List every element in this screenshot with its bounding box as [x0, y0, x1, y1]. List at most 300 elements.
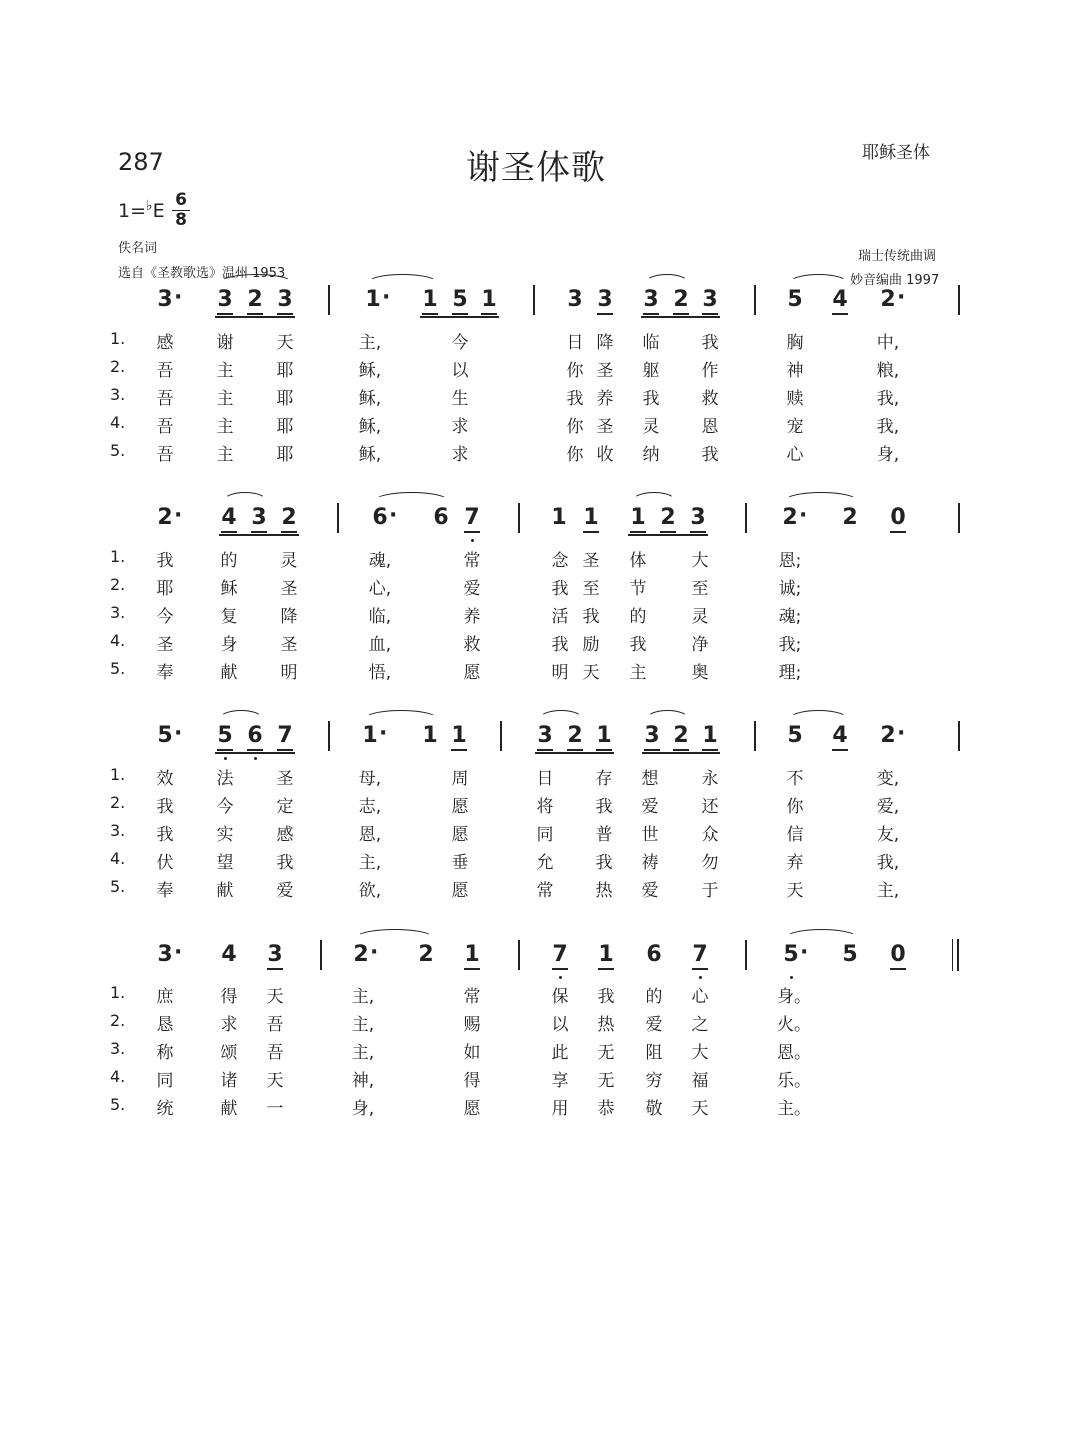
verse-number: 1.: [110, 983, 126, 1002]
note: 2: [658, 507, 678, 529]
lyric-syllable: 愿: [463, 663, 481, 683]
beam: [219, 534, 299, 536]
barline: [328, 285, 330, 315]
lyric-syllable: 献: [220, 1099, 238, 1119]
verse-number: 4.: [110, 849, 126, 868]
lyric-syllable: 稣,: [358, 389, 382, 409]
low-octave-dot: [224, 757, 227, 760]
lyric-syllable: 粮,: [876, 361, 900, 381]
lyric-syllable: 定: [276, 797, 294, 817]
hymn-category: 耶稣圣体: [862, 143, 930, 163]
barline: [958, 721, 960, 751]
lyric-syllable: 复: [220, 607, 238, 627]
note: 3: [215, 289, 235, 311]
note: 3: [157, 942, 173, 967]
lyric-syllable: 救: [463, 635, 481, 655]
note: 5: [783, 942, 799, 967]
lyric-syllable: 吾: [156, 389, 174, 409]
verse-number: 3.: [110, 603, 126, 622]
augmentation-dot: ·: [174, 285, 183, 310]
augmentation-dot: ·: [897, 721, 906, 746]
lyric-syllable: 身: [220, 635, 238, 655]
lyric-syllable: 勿: [701, 853, 719, 873]
lyric-syllable: 主。: [777, 1099, 811, 1119]
lyric-syllable: 统: [156, 1099, 174, 1119]
lyric-syllable: 生: [451, 389, 469, 409]
lyric-syllable: 作: [701, 361, 719, 381]
note: 2: [842, 505, 858, 530]
lyrics-source-credit: 选自《圣教歌选》温州 1953: [118, 266, 286, 281]
verse-number: 4.: [110, 413, 126, 432]
flat-sign: ♭: [146, 198, 153, 214]
note: 1: [581, 507, 601, 529]
lyric-syllable: 天: [691, 1099, 709, 1119]
note: 5: [157, 723, 173, 748]
note: 2: [279, 507, 299, 529]
lyric-syllable: 我: [551, 579, 569, 599]
beam: [535, 752, 614, 754]
lyric-syllable: 一: [266, 1099, 284, 1119]
lyric-syllable: 献: [220, 663, 238, 683]
lyric-syllable: 我,: [876, 417, 900, 437]
verse-number: 3.: [110, 385, 126, 404]
lyric-syllable: 常: [536, 881, 554, 901]
lyric-syllable: 净: [691, 635, 709, 655]
augmentation-dot: ·: [389, 503, 398, 528]
slur: [219, 710, 263, 719]
lyric-syllable: 爱: [276, 881, 294, 901]
lyric-syllable: 恩。: [777, 1043, 811, 1063]
lyric-syllable: 耶: [276, 417, 294, 437]
lyric-syllable: 得: [463, 1071, 481, 1091]
lyric-syllable: 永: [701, 769, 719, 789]
lyric-syllable: 庶: [156, 987, 174, 1007]
lyric-syllable: 救: [701, 389, 719, 409]
lyric-syllable: 灵: [280, 551, 298, 571]
lyric-syllable: 灵: [642, 417, 660, 437]
lyric-syllable: 降: [280, 607, 298, 627]
lyric-syllable: 宠: [786, 417, 804, 437]
lyric-syllable: 至: [691, 579, 709, 599]
lyric-syllable: 你: [566, 361, 584, 381]
lyric-syllable: 普: [595, 825, 613, 845]
lyric-syllable: 无: [597, 1071, 615, 1091]
lyric-syllable: 胸: [786, 333, 804, 353]
lyric-syllable: 天: [276, 333, 294, 353]
lyric-syllable: 热: [597, 1015, 615, 1035]
lyric-syllable: 你: [566, 445, 584, 465]
lyric-syllable: 魂,: [368, 551, 392, 571]
lyric-syllable: 降: [596, 333, 614, 353]
lyric-syllable: 乐。: [777, 1071, 811, 1091]
lyric-syllable: 恩,: [358, 825, 382, 845]
slur: [646, 710, 689, 719]
lyric-syllable: 赐: [463, 1015, 481, 1035]
lyric-syllable: 念: [551, 551, 569, 571]
slur: [367, 274, 438, 283]
lyric-syllable: 日: [536, 769, 554, 789]
key-note: E: [152, 200, 165, 222]
lyric-syllable: 体: [629, 551, 647, 571]
lyric-syllable: 临: [642, 333, 660, 353]
lyric-syllable: 心: [786, 445, 804, 465]
low-octave-dot: [559, 976, 562, 979]
lyric-syllable: 日: [566, 333, 584, 353]
lyric-syllable: 得: [220, 987, 238, 1007]
note: 2: [671, 725, 691, 747]
lyric-syllable: 神: [786, 361, 804, 381]
slur: [539, 710, 583, 719]
beam: [420, 316, 499, 318]
lyric-syllable: 我: [566, 389, 584, 409]
augmentation-dot: ·: [800, 940, 809, 965]
note: 5: [842, 942, 858, 967]
verse-number: 2.: [110, 575, 126, 594]
lyric-syllable: 主,: [358, 853, 382, 873]
lyric-syllable: 神,: [351, 1071, 375, 1091]
lyric-syllable: 的: [645, 987, 663, 1007]
lyric-syllable: 天: [266, 1071, 284, 1091]
lyric-syllable: 恩;: [778, 551, 802, 571]
lyric-syllable: 于: [701, 881, 719, 901]
augmentation-dot: ·: [370, 940, 379, 965]
lyric-syllable: 主: [216, 389, 234, 409]
note: 0: [888, 944, 908, 966]
note: 1: [551, 505, 567, 530]
note: 1: [420, 289, 440, 311]
lyric-syllable: 用: [551, 1099, 569, 1119]
note: 7: [690, 944, 710, 966]
augmentation-dot: ·: [382, 285, 391, 310]
barline: [533, 285, 535, 315]
note: 1: [422, 723, 438, 748]
lyric-syllable: 我: [629, 635, 647, 655]
lyric-syllable: 我: [701, 333, 719, 353]
lyric-syllable: 我: [701, 445, 719, 465]
lyric-syllable: 主,: [358, 333, 382, 353]
hymn-title: 谢圣体歌: [466, 148, 606, 188]
lyric-syllable: 明: [280, 663, 298, 683]
note: 3: [249, 507, 269, 529]
lyric-syllable: 想: [641, 769, 659, 789]
verse-number: 2.: [110, 357, 126, 376]
slur: [374, 492, 449, 501]
lyric-syllable: 火。: [777, 1015, 811, 1035]
beam: [215, 752, 295, 754]
barline: [518, 940, 520, 970]
note: 1: [628, 507, 648, 529]
lyric-syllable: 恭: [597, 1099, 615, 1119]
lyric-syllable: 天: [786, 881, 804, 901]
lyric-syllable: 诚;: [778, 579, 802, 599]
lyric-syllable: 常: [463, 987, 481, 1007]
lyric-syllable: 母,: [358, 769, 382, 789]
lyric-syllable: 世: [641, 825, 659, 845]
lyric-syllable: 圣: [582, 551, 600, 571]
barline: [958, 503, 960, 533]
verse-number: 2.: [110, 1011, 126, 1030]
note: 0: [888, 507, 908, 529]
augmentation-dot: ·: [174, 721, 183, 746]
lyric-syllable: 垂: [451, 853, 469, 873]
lyric-syllable: 心,: [368, 579, 392, 599]
lyric-syllable: 愿: [451, 825, 469, 845]
lyric-syllable: 不: [786, 769, 804, 789]
lyric-syllable: 伏: [156, 853, 174, 873]
lyric-syllable: 愿: [463, 1099, 481, 1119]
lyric-syllable: 圣: [596, 361, 614, 381]
lyric-syllable: 今: [156, 607, 174, 627]
lyric-syllable: 谢: [216, 333, 234, 353]
lyric-syllable: 赎: [786, 389, 804, 409]
lyric-syllable: 耶: [156, 579, 174, 599]
lyric-syllable: 主: [629, 663, 647, 683]
time-signature-bottom: 8: [175, 210, 187, 230]
time-signature: [172, 191, 190, 230]
lyric-syllable: 你: [786, 797, 804, 817]
lyric-syllable: 的: [629, 607, 647, 627]
lyric-syllable: 中,: [876, 333, 900, 353]
lyric-syllable: 理;: [778, 663, 802, 683]
lyric-syllable: 称: [156, 1043, 174, 1063]
lyric-syllable: 天: [266, 987, 284, 1007]
verse-number: 5.: [110, 1095, 126, 1114]
lyric-syllable: 悟,: [368, 663, 392, 683]
key-label: 1=: [118, 200, 147, 222]
lyric-syllable: 爱: [641, 881, 659, 901]
lyric-syllable: 将: [536, 797, 554, 817]
lyric-syllable: 魂;: [778, 607, 802, 627]
lyric-syllable: 爱: [641, 797, 659, 817]
barline: [500, 721, 502, 751]
lyric-syllable: 大: [691, 1043, 709, 1063]
lyric-syllable: 欲,: [358, 881, 382, 901]
lyric-syllable: 稣,: [358, 361, 382, 381]
lyric-syllable: 养: [596, 389, 614, 409]
lyric-syllable: 大: [691, 551, 709, 571]
slur: [784, 492, 858, 501]
low-octave-dot: [254, 757, 257, 760]
barline: [337, 503, 339, 533]
note: 2: [245, 289, 265, 311]
lyric-syllable: 稣,: [358, 445, 382, 465]
lyric-syllable: 允: [536, 853, 554, 873]
note: 4: [830, 725, 850, 747]
lyric-syllable: 诸: [220, 1071, 238, 1091]
lyric-syllable: 的: [220, 551, 238, 571]
barline: [328, 721, 330, 751]
note: 6: [372, 505, 388, 530]
note: 4: [219, 507, 239, 529]
lyric-syllable: 圣: [276, 769, 294, 789]
lyric-syllable: 主,: [351, 1043, 375, 1063]
final-barline-thin: [952, 939, 953, 971]
note: 2: [353, 942, 369, 967]
lyric-syllable: 我,: [876, 389, 900, 409]
note: 1: [365, 287, 381, 312]
beam: [215, 316, 295, 318]
lyric-syllable: 如: [463, 1043, 481, 1063]
verse-number: 4.: [110, 631, 126, 650]
barline: [745, 503, 747, 533]
lyric-syllable: 我: [551, 635, 569, 655]
note: 6: [433, 505, 449, 530]
lyric-syllable: 以: [451, 361, 469, 381]
note: 3: [595, 289, 615, 311]
lyric-syllable: 吾: [266, 1043, 284, 1063]
lyric-syllable: 以: [551, 1015, 569, 1035]
note: 5: [450, 289, 470, 311]
lyric-syllable: 圣: [156, 635, 174, 655]
lyric-syllable: 吾: [266, 1015, 284, 1035]
lyric-syllable: 我: [597, 987, 615, 1007]
lyric-syllable: 我: [156, 551, 174, 571]
lyric-syllable: 奉: [156, 881, 174, 901]
lyric-syllable: 感: [276, 825, 294, 845]
note: 1: [700, 725, 720, 747]
lyric-syllable: 耶: [276, 389, 294, 409]
verse-number: 3.: [110, 821, 126, 840]
lyric-syllable: 耶: [276, 361, 294, 381]
arranger-credit: 妙音编曲 1997: [850, 273, 940, 288]
lyric-syllable: 信: [786, 825, 804, 845]
slur: [789, 274, 848, 283]
barline: [754, 285, 756, 315]
tune-credit: 瑞士传统曲调: [858, 249, 937, 264]
note: 6: [646, 942, 662, 967]
lyric-syllable: 愿: [451, 881, 469, 901]
lyric-syllable: 耶: [276, 445, 294, 465]
lyric-syllable: 躯: [642, 361, 660, 381]
verse-number: 3.: [110, 1039, 126, 1058]
lyric-syllable: 周: [451, 769, 469, 789]
note: 7: [275, 725, 295, 747]
lyric-syllable: 我: [156, 825, 174, 845]
verse-number: 1.: [110, 765, 126, 784]
lyric-syllable: 祷: [641, 853, 659, 873]
lyric-syllable: 圣: [280, 579, 298, 599]
beam: [642, 752, 720, 754]
lyric-syllable: 恳: [156, 1015, 174, 1035]
lyric-syllable: 主: [216, 361, 234, 381]
note: 3: [567, 287, 583, 312]
note: 2: [782, 505, 798, 530]
slur: [223, 492, 267, 501]
lyric-syllable: 今: [216, 797, 234, 817]
note: 3: [688, 507, 708, 529]
lyric-syllable: 友,: [876, 825, 900, 845]
low-octave-dot: [699, 976, 702, 979]
barline: [754, 721, 756, 751]
augmentation-dot: ·: [174, 940, 183, 965]
lyric-syllable: 常: [463, 551, 481, 571]
note: 3: [265, 944, 285, 966]
lyric-syllable: 身,: [351, 1099, 375, 1119]
lyric-syllable: 望: [216, 853, 234, 873]
lyric-syllable: 敬: [645, 1099, 663, 1119]
lyric-syllable: 我: [642, 389, 660, 409]
lyric-syllable: 恩: [701, 417, 719, 437]
note: 4: [830, 289, 850, 311]
lyric-syllable: 愿: [451, 797, 469, 817]
lyric-syllable: 临,: [368, 607, 392, 627]
lyric-syllable: 节: [629, 579, 647, 599]
lyric-syllable: 稣: [220, 579, 238, 599]
lyric-syllable: 我: [276, 853, 294, 873]
augmentation-dot: ·: [799, 503, 808, 528]
time-signature-top: 6: [172, 191, 190, 211]
note: 4: [221, 942, 237, 967]
barline: [958, 285, 960, 315]
lyric-syllable: 无: [597, 1043, 615, 1063]
lyric-syllable: 同: [156, 1071, 174, 1091]
note: 3: [157, 287, 173, 312]
slur: [355, 929, 434, 938]
final-barline-thick: [957, 939, 959, 971]
lyric-syllable: 身。: [777, 987, 811, 1007]
lyric-syllable: 献: [216, 881, 234, 901]
lyric-syllable: 励: [582, 635, 600, 655]
note: 1: [362, 723, 378, 748]
lyric-syllable: 吾: [156, 417, 174, 437]
lyric-syllable: 保: [551, 987, 569, 1007]
lyric-syllable: 感: [156, 333, 174, 353]
lyric-syllable: 我: [595, 853, 613, 873]
slur: [645, 274, 689, 283]
note: 1: [462, 944, 482, 966]
lyric-syllable: 奥: [691, 663, 709, 683]
hymn-number: 287: [118, 148, 164, 176]
verse-number: 2.: [110, 793, 126, 812]
lyric-syllable: 我: [156, 797, 174, 817]
note: 6: [245, 725, 265, 747]
lyric-syllable: 法: [216, 769, 234, 789]
note: 3: [275, 289, 295, 311]
lyric-syllable: 热: [595, 881, 613, 901]
lyric-syllable: 圣: [596, 417, 614, 437]
note: 1: [594, 725, 614, 747]
lyric-syllable: 主: [216, 417, 234, 437]
lyric-syllable: 我: [595, 797, 613, 817]
lyric-syllable: 之: [691, 1015, 709, 1035]
slur: [632, 492, 676, 501]
lyric-syllable: 心: [691, 987, 709, 1007]
beam: [628, 534, 708, 536]
lyric-syllable: 纳: [642, 445, 660, 465]
lyric-syllable: 吾: [156, 361, 174, 381]
note: 3: [700, 289, 720, 311]
verse-number: 5.: [110, 877, 126, 896]
lyric-syllable: 爱,: [876, 797, 900, 817]
lyric-syllable: 求: [451, 445, 469, 465]
lyric-syllable: 我,: [876, 853, 900, 873]
augmentation-dot: ·: [897, 285, 906, 310]
note: 5: [787, 287, 803, 312]
lyric-syllable: 收: [596, 445, 614, 465]
lyric-syllable: 此: [551, 1043, 569, 1063]
lyric-syllable: 颂: [220, 1043, 238, 1063]
lyric-syllable: 效: [156, 769, 174, 789]
lyric-syllable: 你: [566, 417, 584, 437]
barline: [745, 940, 747, 970]
lyric-syllable: 享: [551, 1071, 569, 1091]
note: 1: [449, 725, 469, 747]
barline: [320, 940, 322, 970]
lyric-syllable: 今: [451, 333, 469, 353]
augmentation-dot: ·: [379, 721, 388, 746]
note: 1: [479, 289, 499, 311]
lyric-syllable: 主,: [351, 1015, 375, 1035]
